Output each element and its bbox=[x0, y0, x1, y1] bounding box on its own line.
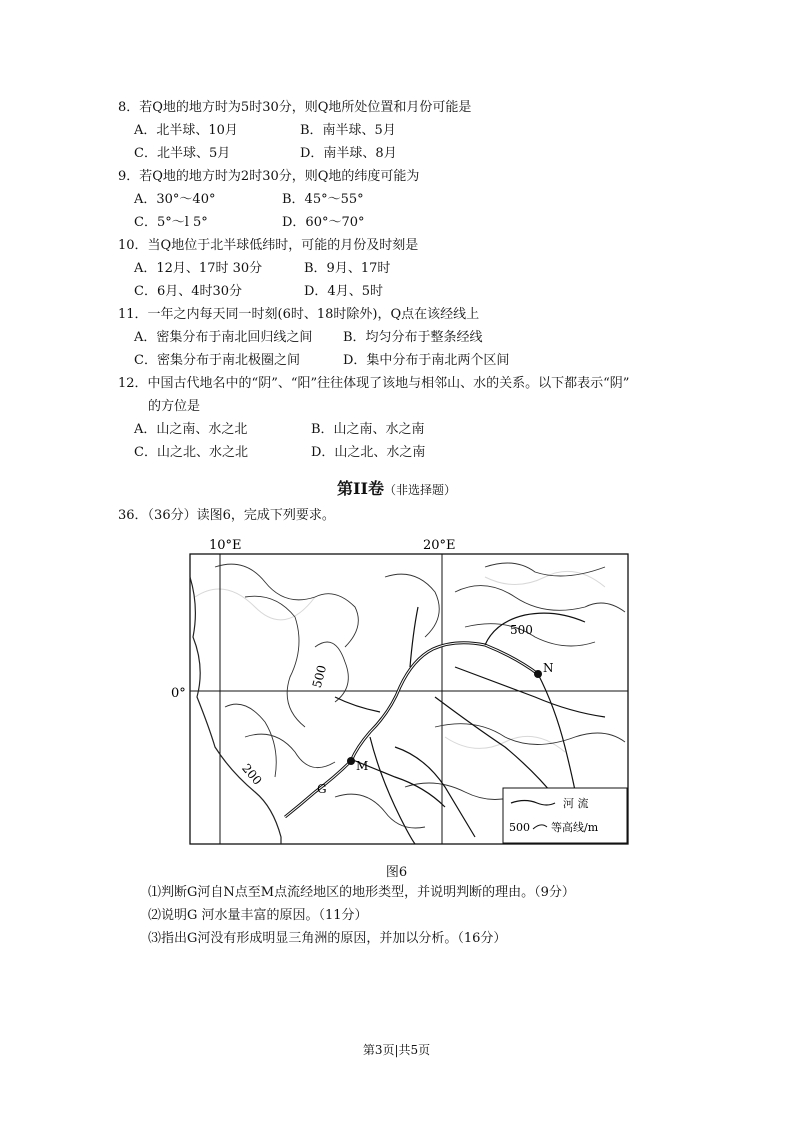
question-8-stem: 8．若Q地的地方时为5时30分，则Q地所处位置和月份可能是 bbox=[118, 100, 472, 115]
contour-line-200 bbox=[245, 734, 335, 767]
point-n-marker bbox=[534, 670, 542, 678]
option-d: D．山之北、水之南 bbox=[311, 445, 426, 460]
contour-label-200: 200 bbox=[239, 761, 265, 788]
question-10-options-row2 bbox=[134, 283, 383, 301]
option-d: D．4月、5时 bbox=[304, 284, 383, 299]
figure-caption: 图6 bbox=[385, 865, 408, 880]
option-b: B．南半球、5月 bbox=[300, 123, 396, 138]
contour-line bbox=[485, 563, 605, 576]
tributary bbox=[485, 613, 585, 645]
contour-line bbox=[215, 564, 358, 647]
section-name: 第II卷 bbox=[337, 479, 384, 498]
lat-label-0: 0° bbox=[171, 686, 186, 701]
page-footer: 第3页|共5页 bbox=[362, 1043, 431, 1057]
question-12-options-row1 bbox=[134, 421, 425, 439]
map-figure bbox=[171, 537, 635, 856]
question-10-options-row1 bbox=[134, 260, 390, 278]
contour-line bbox=[385, 574, 439, 637]
option-b: B．45°～55° bbox=[282, 192, 364, 207]
legend-river-label: 河 流 bbox=[563, 797, 589, 810]
question-36-part1: ⑴判断G河自N点至M点流经地区的地形类型，并说明判断的理由。（9分） bbox=[148, 885, 575, 900]
question-36-part3: ⑶指出G河没有形成明显三角洲的原因，并加以分析。（16分） bbox=[148, 931, 507, 946]
point-n-label: N bbox=[543, 661, 554, 675]
option-c: C．5°～l 5° bbox=[134, 215, 208, 230]
option-b: B．9月、17时 bbox=[304, 261, 391, 276]
option-a: A．北半球、10月 bbox=[134, 123, 238, 138]
question-12-stem-continued: 的方位是 bbox=[148, 399, 201, 414]
contour-label-500-top: 500 bbox=[510, 623, 533, 637]
option-c: C．北半球、5月 bbox=[134, 146, 231, 161]
tributary bbox=[410, 607, 418, 667]
point-g-label: G bbox=[317, 782, 327, 796]
question-9-options-row1 bbox=[134, 191, 364, 209]
terrain-shade bbox=[485, 571, 605, 587]
contour-line bbox=[435, 724, 625, 745]
terrain-shade bbox=[195, 589, 315, 620]
tributary bbox=[435, 697, 555, 797]
option-d: D．南半球、8月 bbox=[300, 146, 397, 161]
question-12-stem: 12．中国古代地名中的“阴”、“阳”往往体现了该地与相邻山、水的关系。以下都表示“阴” bbox=[118, 376, 630, 391]
coastline bbox=[190, 577, 281, 844]
legend-contour-label: 等高线/m bbox=[551, 821, 599, 834]
question-36-part2: ⑵说明G 河水量丰富的原因。（11分） bbox=[148, 908, 368, 923]
question-8-options-row2 bbox=[134, 145, 397, 163]
option-c: C．密集分布于南北极圈之间 bbox=[134, 353, 300, 368]
map-svg bbox=[171, 537, 635, 852]
option-c: C．山之北、水之北 bbox=[134, 445, 248, 460]
question-11-stem: 11．一年之内每天同一时刻(6时、18时除外)，Q点在该经线上 bbox=[118, 307, 480, 322]
tributary bbox=[455, 667, 605, 717]
contour-line bbox=[335, 794, 425, 828]
option-d: D．集中分布于南北两个区间 bbox=[343, 353, 510, 368]
option-a: A．12月、17时 30分 bbox=[134, 261, 263, 276]
contour-line-500 bbox=[455, 586, 625, 612]
question-10-stem: 10．当Q地位于北半球低纬时，可能的月份及时刻是 bbox=[118, 238, 419, 253]
point-m-marker bbox=[347, 757, 355, 765]
question-12-options-row2 bbox=[134, 444, 425, 462]
option-b: B．均匀分布于整条经线 bbox=[343, 330, 483, 345]
option-a: A．30°～40° bbox=[134, 192, 216, 207]
option-d: D．60°～70° bbox=[282, 215, 365, 230]
contour-label-500-left: 500 bbox=[309, 663, 330, 690]
section-subtitle: （非选择题） bbox=[383, 483, 456, 497]
question-11-options-row2 bbox=[134, 352, 509, 370]
option-b: B．山之南、水之南 bbox=[311, 422, 425, 437]
question-11-options-row1 bbox=[134, 329, 483, 347]
question-9-stem: 9．若Q地的地方时为2时30分，则Q地的纬度可能为 bbox=[118, 169, 420, 184]
tributary bbox=[335, 697, 380, 712]
question-8-options-row1 bbox=[134, 122, 396, 140]
question-36-stem: 36．（36分）读图6，完成下列要求。 bbox=[118, 508, 335, 523]
option-a: A．密集分布于南北回归线之间 bbox=[134, 330, 313, 345]
option-c: C．6月、4时30分 bbox=[134, 284, 243, 299]
lon-label-10e: 10°E bbox=[209, 538, 242, 553]
point-m-label: M bbox=[356, 759, 369, 773]
lon-label-20e: 20°E bbox=[423, 538, 456, 553]
tributary bbox=[395, 747, 475, 837]
legend-contour-value: 500 bbox=[509, 821, 530, 834]
section-title bbox=[0, 476, 793, 499]
question-9-options-row2 bbox=[134, 214, 365, 232]
option-a: A．山之南、水之北 bbox=[134, 422, 248, 437]
